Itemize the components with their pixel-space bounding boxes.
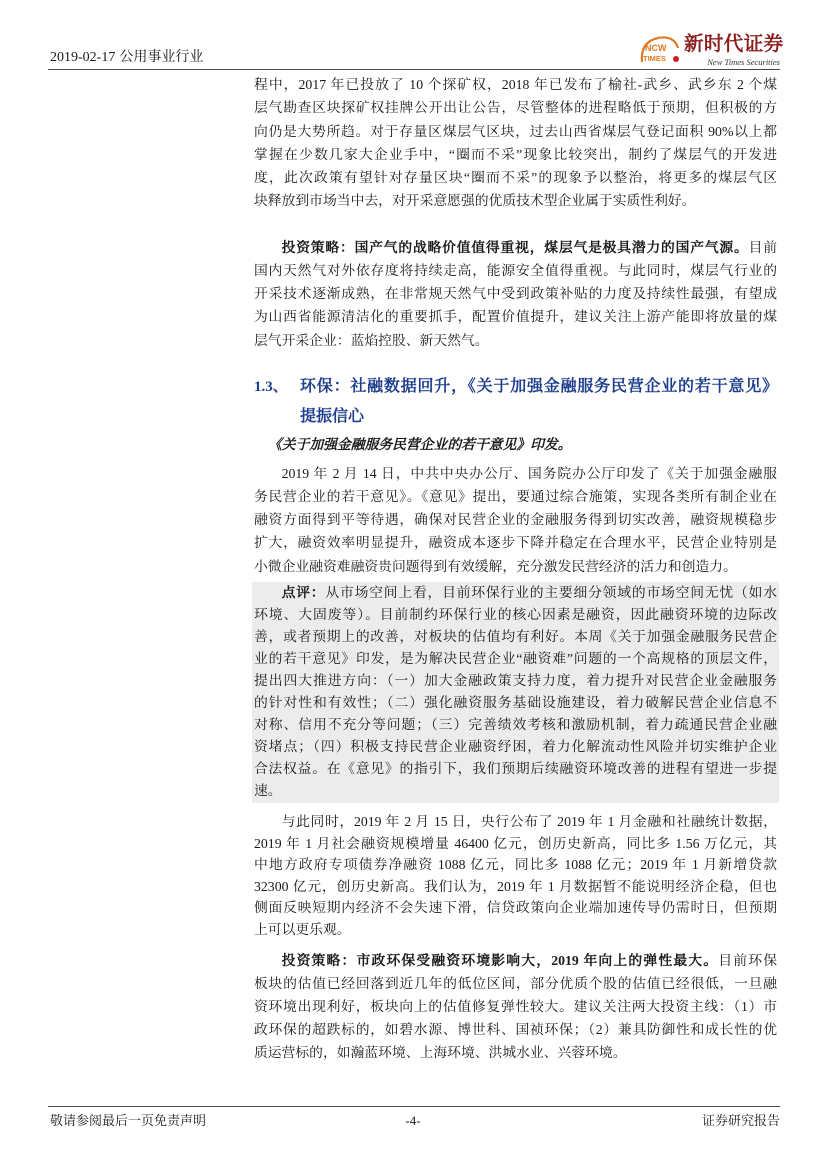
text-line: 资堵点；（四）积极支持民营企业融资纾困，着力化解流动性风险并切实维护企业	[254, 739, 777, 754]
new-times-emblem-logo	[636, 32, 682, 68]
text-line: 32300 亿元，创历史新高。我们认为，2019 年 1 月数据暂不能说明经济企稳，但也	[254, 878, 777, 894]
text-line: 向仍是大势所趋。对于存量区煤层气区块，过去山西省煤层气登记面积 90%以上都	[254, 123, 777, 139]
brand-name-en: New Times Securities	[707, 57, 780, 67]
text-line: 提出四大推进方向：（一）加大金融政策支持力度，着力提升对民营企业金融服务	[254, 673, 777, 688]
text-line: 2019 年 2 月 14 日，中共中央办公厅、国务院办公厅印发了《关于加强金融服	[281, 465, 777, 481]
text-line: 速。	[254, 783, 282, 798]
text-line: 质运营标的，如瀚蓝环境、上海环境、洪城水业、兴蓉环境。	[254, 1044, 627, 1060]
text-line	[254, 949, 777, 972]
text-line: 扩大，融资效率明显提升，融资成本逐步下降并稳定在合理水平，民营企业特别是	[254, 535, 777, 551]
text-line: 上可以更乐观。	[254, 921, 351, 937]
text-line: 板块的估值已经回落到近几年的低位区间，部分优质个股的估值已经很低，一旦融	[254, 975, 777, 991]
section-title-line: 提振信心	[300, 408, 365, 425]
text-line: 对称、信用不充分等问题；（三）完善绩效考核和激励机制，着力疏通民营企业融	[254, 717, 777, 732]
text-line: 2019 年 1 月社会融资规模增量 46400 亿元，创历史新高，同比多 1.56 万亿元，其	[254, 835, 777, 851]
paragraph-coalbed-policy	[254, 73, 777, 213]
comment-lead: 点评：	[281, 585, 326, 600]
paragraph-financing-data	[254, 811, 777, 940]
text-line: 合法权益。在《意见》的指引下，我们预期后续融资环境改善的进程有望进一步提	[254, 761, 777, 776]
text-line	[254, 582, 777, 604]
paragraph-comment	[254, 582, 777, 802]
footer-report-type: 证券研究报告	[701, 1113, 780, 1128]
text-line: 中地方政府专项债券净融资 1088 亿元，同比多 1088 亿元；2019 年 1 月新增贷款	[254, 857, 777, 872]
text-line: 融资方面得到平等待遇，确保对民营企业的金融服务得到切实改善，融资规模稳步	[254, 512, 777, 527]
text-line: 度，此次政策有望针对存量区块“圈而不采”的现象予以整治，将更多的煤层气区	[254, 170, 777, 185]
section-title	[300, 372, 778, 432]
section-title-line: 环保：社融数据回升，《关于加强金融服务民营企业的若干意见》	[300, 378, 778, 395]
text-line	[254, 236, 777, 259]
subheading: 《关于加强金融服务民营企业的若干意见》印发。	[268, 436, 572, 452]
text-line: 务民营企业的若干意见》。《意见》提出，要通过综合施策，实现各类所有制企业在	[254, 488, 777, 504]
strategy-lead: 投资策略：国产气的战略价值值得重视，煤层气是极具潜力的国产气源。	[281, 239, 749, 255]
text-run: 目前环保	[718, 952, 778, 968]
text-line: 小微企业融资难融资贵问题得到有效缓解，充分激发民营经济的活力和创造力。	[254, 558, 737, 574]
text-line: 层气开采企业：蓝焰控股、新天然气。	[254, 332, 489, 348]
text-line: 程中，2017 年已投放了 10 个探矿权，2018 年已发布了榆社-武乡、武乡东 2 个煤	[254, 77, 777, 92]
strategy-lead: 投资策略：市政环保受融资环境影响大，2019 年向上的弹性最大。	[281, 952, 719, 968]
paragraph-policy-news	[254, 462, 777, 578]
text-line: 为山西省能源清洁化的重要抓手，配置价值提升，建议关注上游产能即将放量的煤	[254, 309, 777, 325]
text-line: 善，或者预期上的改善，对板块的估值均有利好。本周《关于加强金融服务民营企	[254, 629, 777, 644]
paragraph-gas-strategy	[254, 236, 777, 352]
text-line: 环境、大固废等）。目前制约环保行业的核心因素是融资，因此融资环境的边际改	[254, 607, 777, 622]
text-line: 与此同时，2019 年 2 月 15 日，央行公布了 2019 年 1 月金融和社融统计数据，	[281, 814, 777, 829]
text-line: 业的若干意见》印发，是为解决民营企业“融资难”问题的一个高规格的顶层文件，	[254, 651, 777, 666]
text-line: 国内天然气对外依存度将持续走高，能源安全值得重视。与此同时，煤层气行业的	[254, 262, 777, 278]
header-divider	[48, 69, 780, 70]
text-line: 侧面反映短期内经济不会失速下滑，信贷政策向企业端加速传导仍需时日，但预期	[254, 900, 777, 915]
brand-name-cn: 新时代证券	[684, 34, 784, 55]
page-number: -4-	[405, 1113, 421, 1128]
industry-name: 公用事业行业	[119, 50, 204, 65]
text-line: 掌握在少数几家大企业手中，“圈而不采”现象比较突出，制约了煤层气的开发进	[254, 146, 777, 162]
text-line: 层气勘查区块探矿权挂牌公开出让公告，尽管整体的进程略低于预期，但积极的方	[254, 100, 777, 116]
report-header-info	[50, 49, 203, 67]
footer-disclaimer: 敬请参阅最后一页免责声明	[50, 1113, 207, 1128]
paragraph-env-strategy	[254, 949, 777, 1064]
emblem-text: NCW	[645, 43, 667, 53]
text-run: 从市场空间上看，目前环保行业的主要细分领域的市场空间无忧（如水	[325, 585, 778, 600]
emblem-text: TIMES	[643, 54, 666, 63]
section-number: 1.3、	[254, 379, 288, 395]
text-line: 的针对性和有效性；（二）强化融资服务基础设施建设，着力破解民营企业信息不	[254, 695, 777, 710]
text-line: 政环保的超跌标的，如碧水源、博世科、国祯环保；（2）兼具防御性和成长性的优	[254, 1021, 777, 1037]
text-line: 资环境出现利好，板块向上的估值修复弹性较大。建议关注两大投资主线：（1）市	[254, 998, 777, 1014]
report-date: 2019-02-17	[50, 50, 116, 65]
footer-divider	[48, 1106, 780, 1107]
text-run: 目前	[748, 239, 778, 255]
text-line: 开采技术逐渐成熟，在非常规天然气中受到政策补贴的力度及持续性最强，有望成	[254, 286, 777, 301]
text-line: 块释放到市场当中去，对开采意愿强的优质技术型企业属于实质性利好。	[254, 193, 696, 209]
